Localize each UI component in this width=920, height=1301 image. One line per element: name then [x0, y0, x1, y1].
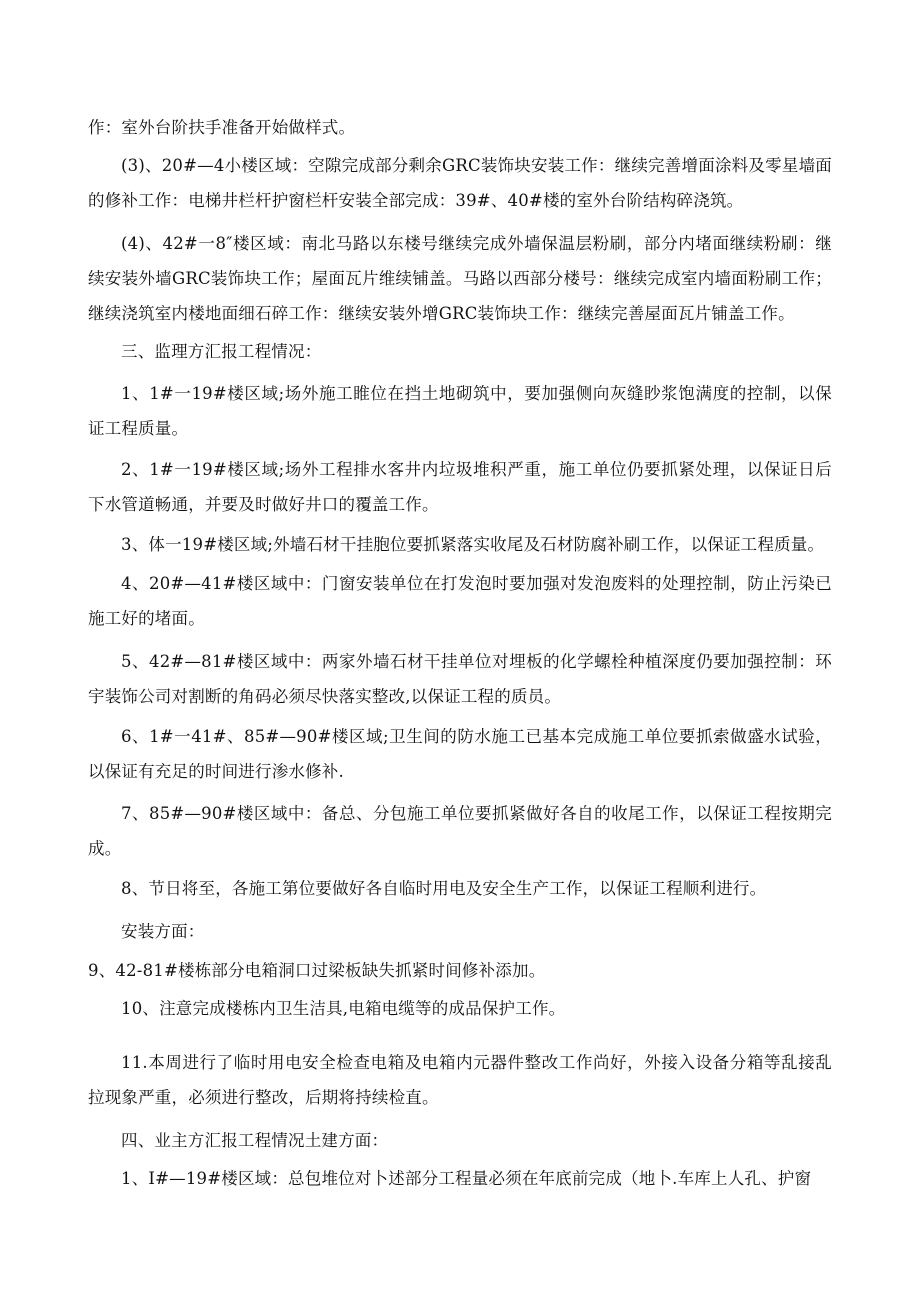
installation-item-9: 9、42-81#楼栋部分电箱洞口过梁板缺失抓紧时间修补添加。 [88, 961, 546, 980]
supervisor-item-5: 5、42#—81#楼区域中：两家外墙石材干挂单位对埋板的化学螺栓种植深度仍要加强控制：环宇装饰公司对割断的角码必须尽快落实整改,以保证工程的质员。 [88, 652, 832, 706]
section-heading-supervisor: 三、监理方汇报工程情况： [121, 342, 322, 361]
supervisor-item-6: 6、1#一41#、85#—90#楼区域;卫生间的防水施工已基本完成施工单位要抓索做盛水试验，以保证有充足的时间进行渗水修补. [88, 727, 832, 781]
supervisor-item-2: 2、1#一19#楼区域;场外工程排水客井内垃圾堆积严重，施工单位仍要抓紧处理，以保证日后下水管道畅通，并要及时做好井口的覆盖工作。 [88, 460, 832, 514]
installation-item-10: 10、注意完成楼栋内卫生洁具,电箱电缆等的成品保护工作。 [121, 999, 566, 1018]
installation-heading: 安装方面： [121, 922, 205, 941]
supervisor-item-7: 7、85#—90#楼区域中：备总、分包施工单位要抓紧做好各自的收尾工作，以保证工程按期完成。 [88, 804, 832, 858]
paragraph-continuation: 作：室外台阶扶手准备开始做样式。 [88, 118, 356, 137]
paragraph-item-3: (3)、20#—4小楼区域：空隙完成部分剩余GRC装饰块安装工作：继续完善增面涂料及零星墙面的修补工作：电梯井栏杆护窗栏杆安装全部完成：39#、40#楼的室外台阶结构碎浇筑。 [88, 156, 832, 210]
supervisor-item-4: 4、20#—41#楼区域中：门窗安装单位在打发泡时要加强对发泡废料的处理控制，防止污染已施工好的堵面。 [88, 574, 832, 628]
owner-item-1: 1、I#—19#楼区域：总包堆位对卜述部分工程量必须在年底前完成（地卜.车库上人孔、护窗 [121, 1169, 812, 1188]
supervisor-item-3: 3、体一19#楼区域;外墙石材干挂胞位要抓紧落实收尾及石材防腐补刷工作，以保证工程质量。 [121, 535, 825, 554]
paragraph-item-4: (4)、42#一8″楼区域：南北马路以东楼号继续完成外墙保温层粉刷，部分内堵面继续粉刷：继续安装外墙GRC装饰块工作；屋面瓦片维续铺盖。马路以西部分楼号：继续完成室内墙面粉刷工作；继续浇筑室内楼地面细石碎工作：继续安装外增GRC装饰块工作：继续完善屋面瓦片铺盖工作。 [88, 234, 832, 323]
section-heading-owner: 四、业主方汇报工程情况土建方面： [121, 1131, 389, 1150]
supervisor-item-8: 8、节日将至，各施工第位要做好各自临时用电及安全生产工作，以保证工程顺利进行。 [121, 879, 767, 898]
supervisor-item-1: 1、1#一19#楼区域;场外施工睢位在挡土地砌筑中，要加强侧向灰缝眇浆饱满度的控制，以保证工程质量。 [88, 384, 832, 438]
installation-item-11: 11.本周进行了临时用电安全检查电箱及电箱内元器件整改工作尚好，外接入设备分箱等乱接乱拉现象严重，必须进行整改，后期将持续检直。 [88, 1053, 832, 1107]
